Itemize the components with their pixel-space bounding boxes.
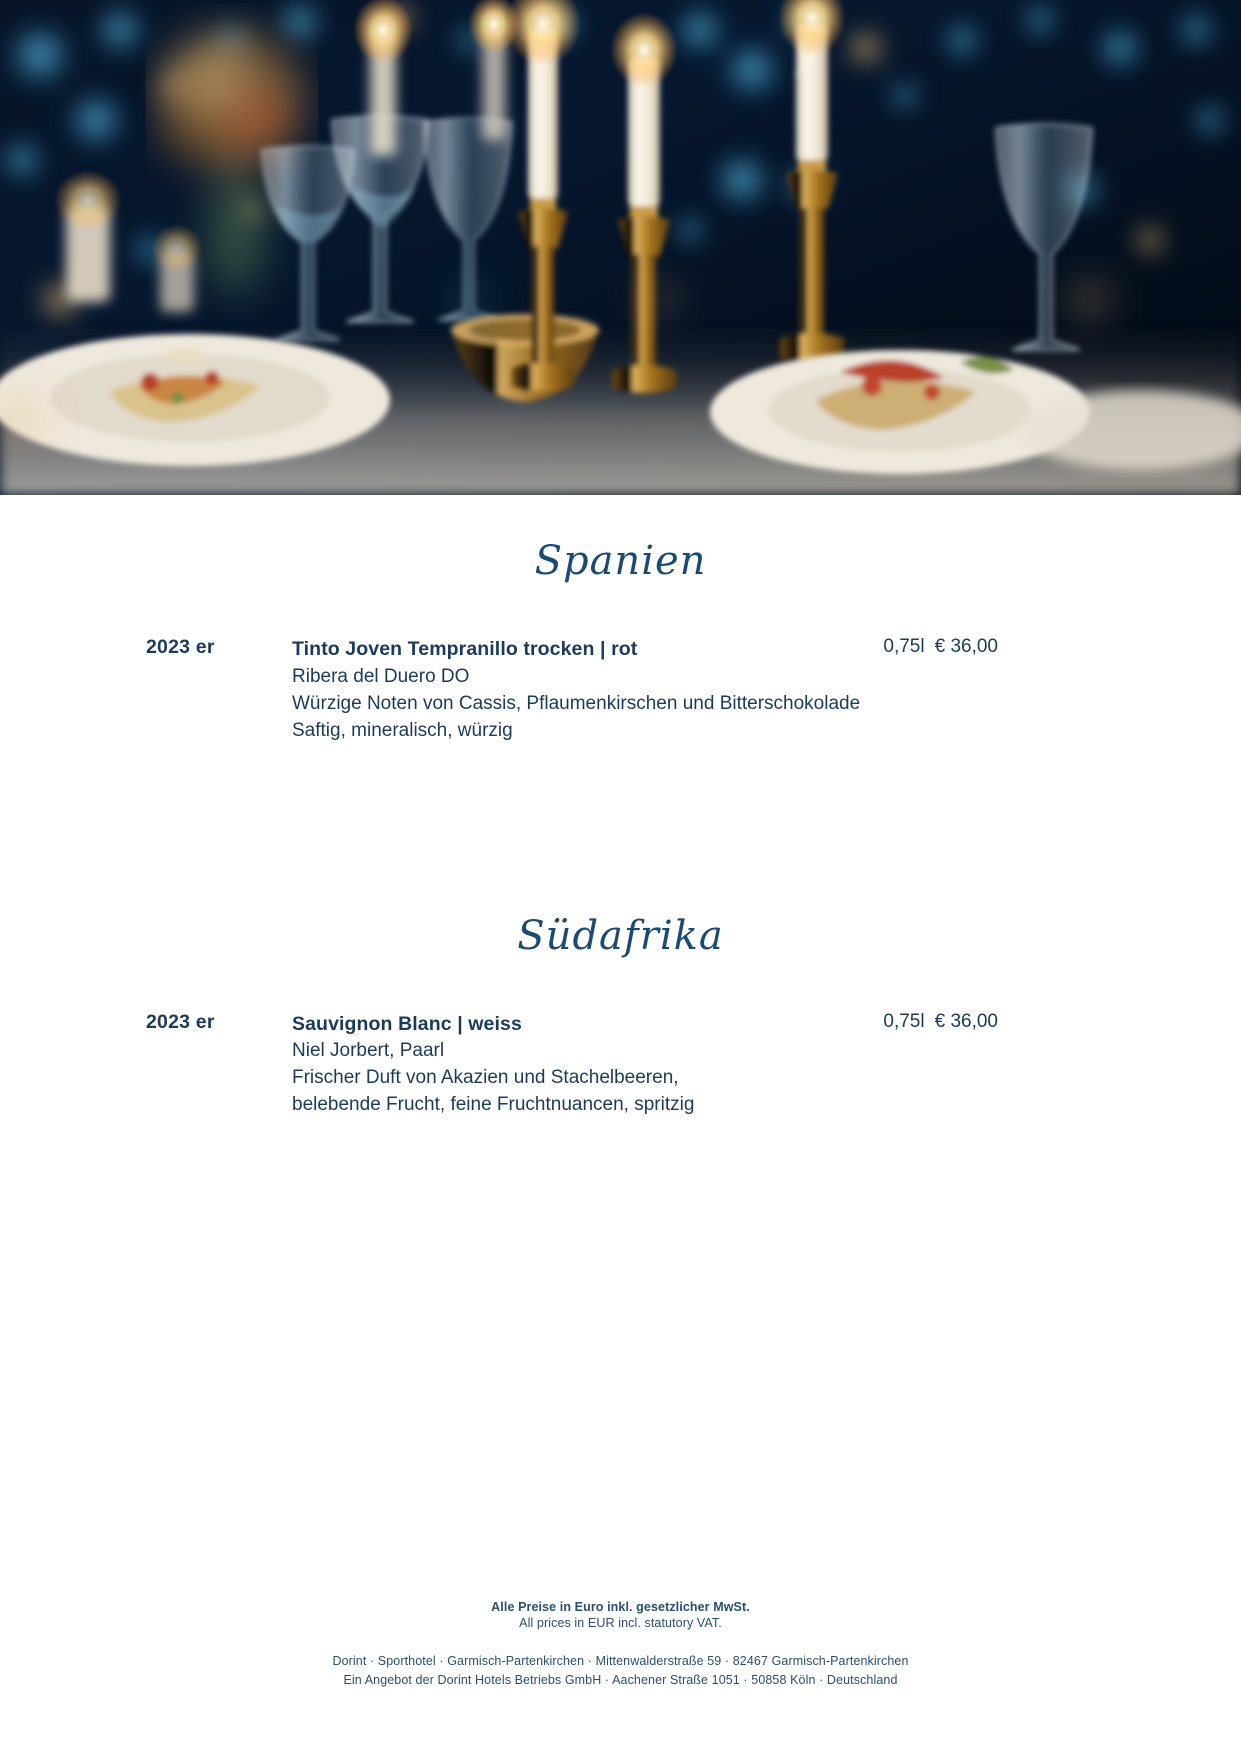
wine-vintage: 2023 er xyxy=(146,636,215,658)
wine-volume: 0,75l xyxy=(883,636,925,657)
vat-notice-de: Alle Preise in Euro inkl. gesetzlicher MwSt. xyxy=(491,1600,750,1614)
section-title-spain: Spanien xyxy=(534,538,707,584)
wine-entry xyxy=(0,1011,1241,1120)
wine-vintage: 2023 er xyxy=(146,1010,215,1033)
wine-origin: Ribera del Duero DO xyxy=(292,665,470,687)
wine-description-line-1: Frischer Duft von Akazien und Stachelbeeren, xyxy=(292,1067,679,1089)
wine-name: Sauvignon Blanc | weiss xyxy=(292,1012,522,1035)
menu-content xyxy=(0,495,1241,1119)
wine-price-value: € 36,00 xyxy=(934,1010,998,1032)
section-title-south-africa: Südafrika xyxy=(517,912,724,959)
wine-description-line-2: belebende Frucht, feine Fruchtnuancen, spritzig xyxy=(292,1094,695,1116)
wine-volume: 0,75l xyxy=(883,1010,925,1032)
hero-image xyxy=(0,0,1241,495)
wine-description-line-1: Würzige Noten von Cassis, Pflaumenkirschen und Bitterschokolade xyxy=(292,692,861,714)
wine-entry xyxy=(0,636,1241,745)
wine-price xyxy=(883,1011,998,1033)
wine-price-value: € 36,00 xyxy=(934,636,998,657)
page-footer xyxy=(0,1600,1241,1690)
wine-price xyxy=(883,636,998,658)
wine-origin: Niel Jorbert, Paarl xyxy=(292,1040,445,1062)
wine-list-spain xyxy=(0,636,1241,745)
wine-list-south-africa xyxy=(0,1011,1241,1120)
hero-illustration xyxy=(0,0,1241,495)
company-address-line-2: Ein Angebot der Dorint Hotels Betriebs GmbH · Aachener Straße 1051 · 50858 Köln · Deutschland xyxy=(343,1672,898,1687)
wine-description-line-2: Saftig, mineralisch, würzig xyxy=(292,719,513,741)
vat-notice-en: All prices in EUR incl. statutory VAT. xyxy=(519,1616,722,1630)
wine-name: Tinto Joven Tempranillo trocken | rot xyxy=(292,638,638,660)
hotel-address-line-1: Dorint · Sporthotel · Garmisch-Partenkirchen · Mittenwalderstraße 59 · 82467 Garmisch-Partenkirchen xyxy=(332,1654,909,1668)
